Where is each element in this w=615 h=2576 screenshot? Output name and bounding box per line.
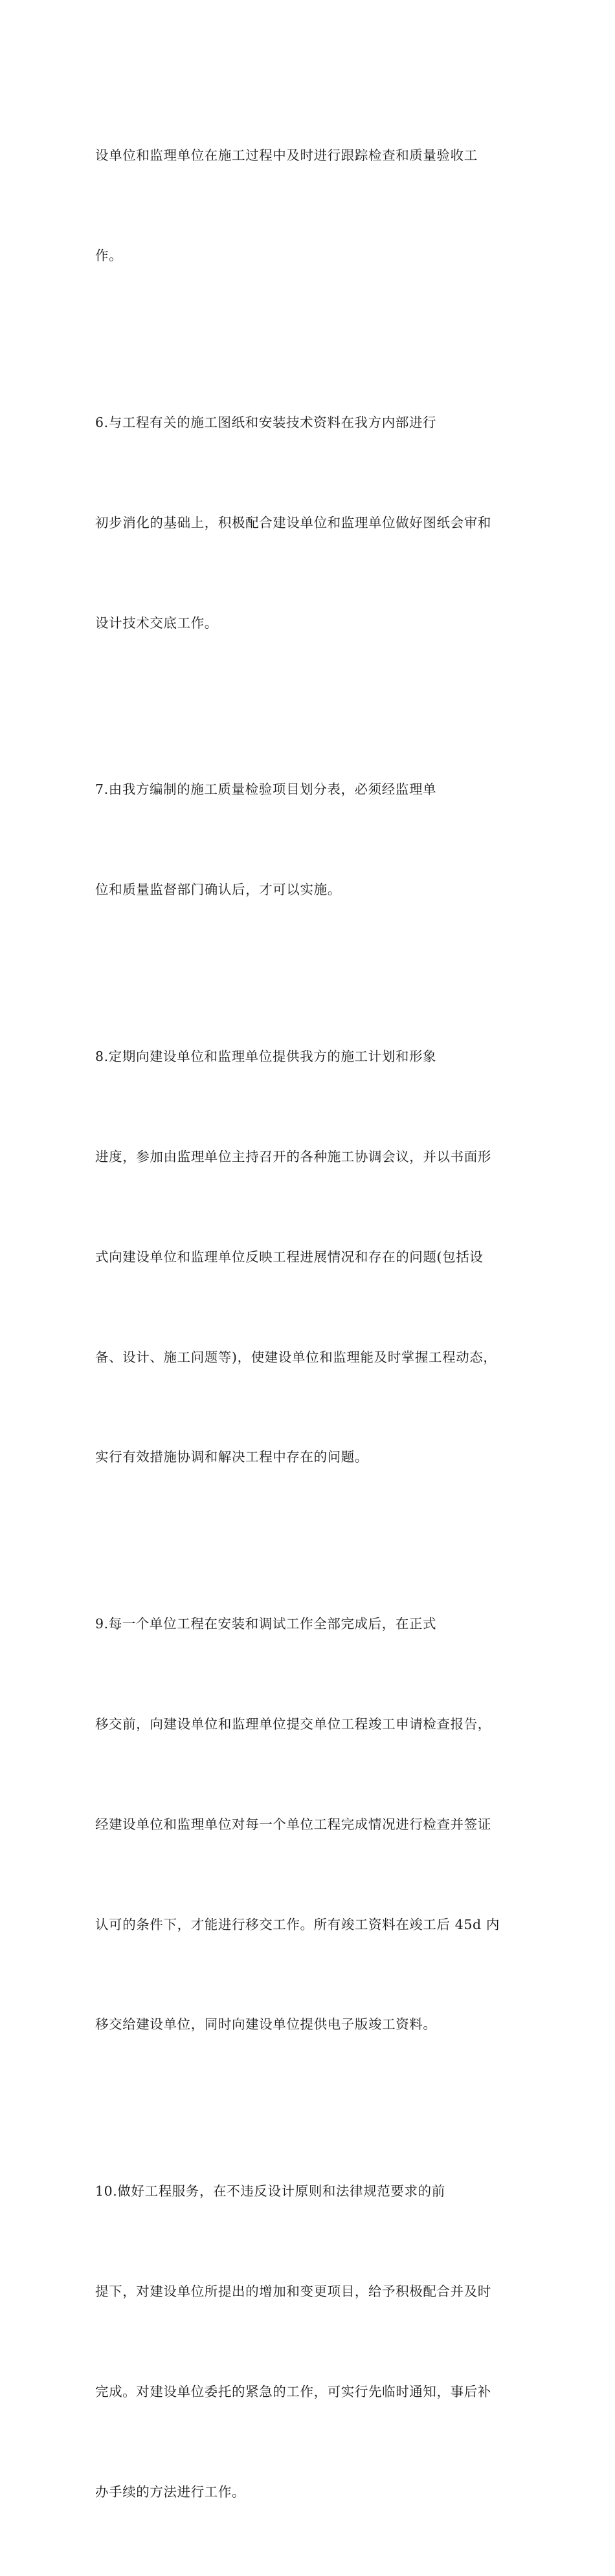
paragraph-item-10	[95, 2108, 522, 2575]
paragraph-item-9	[95, 1541, 522, 2108]
text-line: 7.由我方编制的施工质量检验项目划分表，必须经监理单	[95, 781, 437, 798]
text-line: 实行有效措施协调和解决工程中存在的问题。	[95, 1449, 368, 1465]
text-line: 备、设计、施工问题等)，使建设单位和监理能及时掌握工程动态，	[95, 1349, 497, 1365]
text-line: 进度，参加由监理单位主持召开的各种施工协调会议，并以书面形	[95, 1149, 491, 1164]
text-line: 提下，对建设单位所提出的增加和变更项目，给予积极配合并及时	[95, 2284, 491, 2300]
text-line: 初步消化的基础上，积极配合建设单位和监理单位做好图纸会审和	[95, 514, 491, 530]
text-line: 式向建设单位和监理单位反映工程进展情况和存在的问题(包括设	[95, 1249, 484, 1265]
text-line: 6.与工程有关的施工图纸和安装技术资料在我方内部进行	[95, 414, 437, 430]
paragraph-item-8	[95, 974, 522, 1541]
text-line: 经建设单位和监理单位对每一个单位工程完成情况进行检查并签证	[95, 1816, 491, 1832]
text-line: 作。	[95, 247, 123, 263]
paragraph-item-7	[95, 706, 522, 974]
text-line: 设单位和监理单位在施工过程中及时进行跟踪检查和质量验收工	[95, 147, 478, 164]
text-line: 位和质量监督部门确认后，才可以实施。	[95, 882, 341, 898]
paragraph-item-6	[95, 340, 522, 707]
text-line: 移交前，向建设单位和监理单位提交单位工程竣工申请检查报告，	[95, 1716, 491, 1732]
text-line: 认可的条件下，才能进行移交工作。所有竣工资料在竣工后 45d 内	[95, 1916, 500, 1932]
text-line: 办手续的方法进行工作。	[95, 2483, 246, 2500]
paragraph-continuation	[95, 72, 522, 340]
text-line: 设计技术交底工作。	[95, 615, 218, 631]
text-line: 完成。对建设单位委托的紧急的工作，可实行先临时通知，事后补	[95, 2383, 491, 2399]
text-line: 8.定期向建设单位和监理单位提供我方的施工计划和形象	[95, 1049, 437, 1065]
document-body	[95, 72, 522, 2576]
text-line: 移交给建设单位，同时向建设单位提供电子版竣工资料。	[95, 2016, 437, 2033]
text-line: 9.每一个单位工程在安装和调试工作全部完成后，在正式	[95, 1616, 437, 1632]
text-line: 10.做好工程服务，在不违反设计原则和法律规范要求的前	[95, 2183, 445, 2199]
